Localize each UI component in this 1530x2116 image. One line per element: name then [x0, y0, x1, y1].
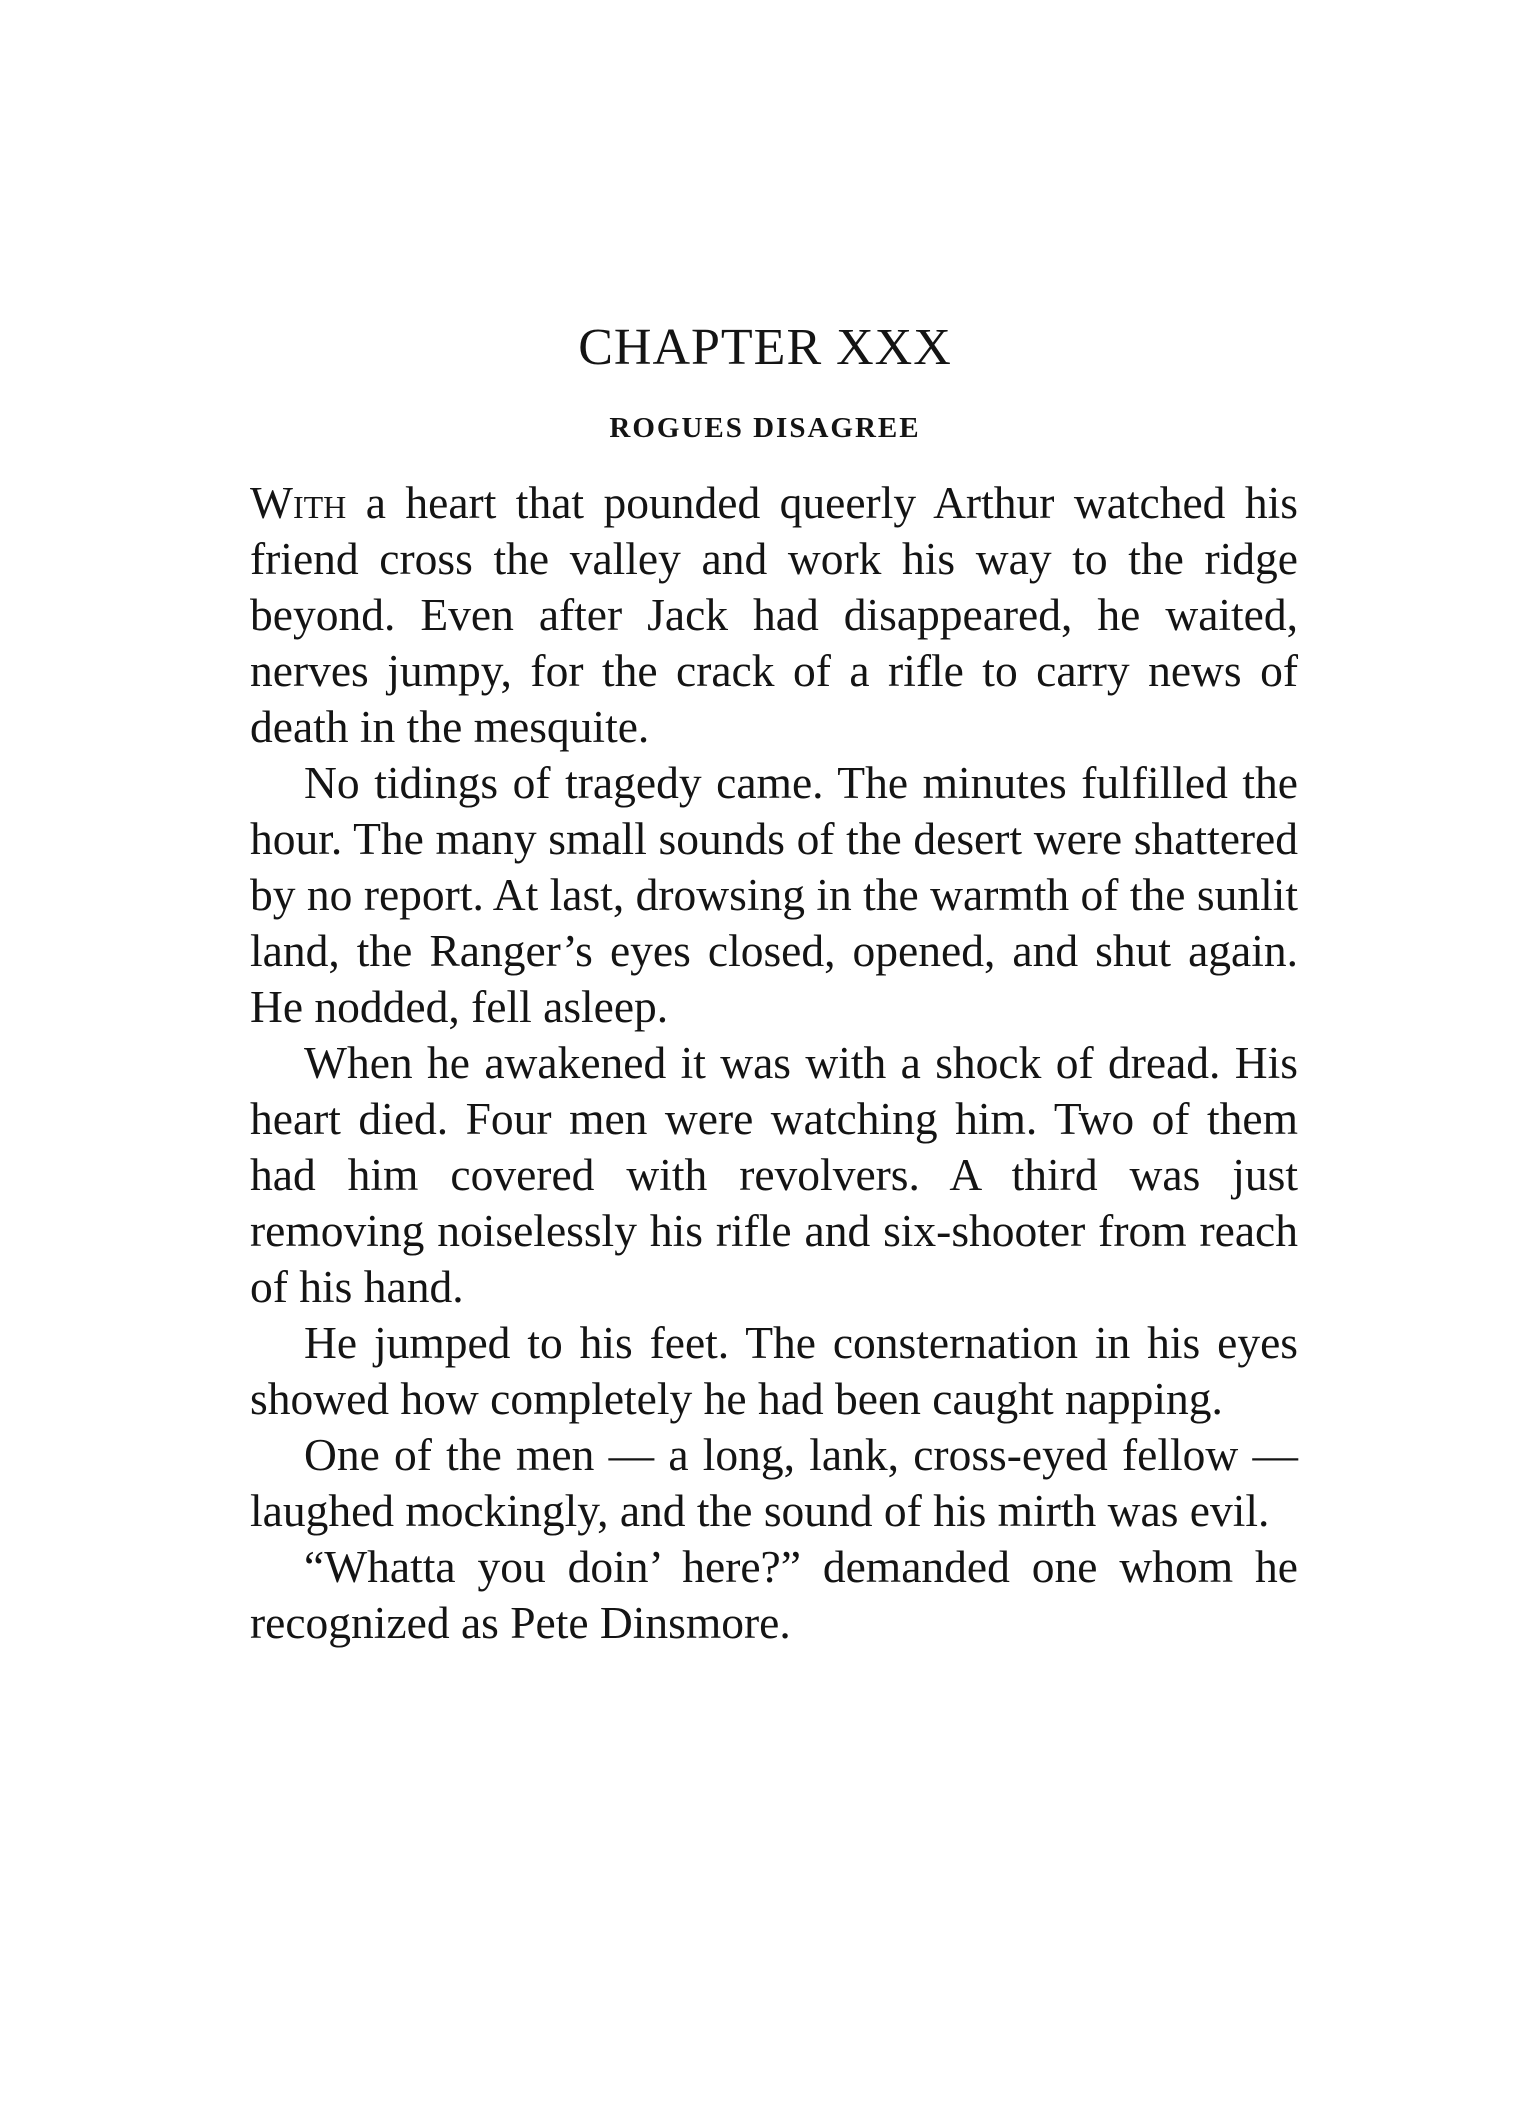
drop-lead-word: With	[250, 477, 347, 528]
paragraph-2: No tidings of tragedy came. The minutes fulfilled the hour. The many small sounds of the desert were shattered by no report. At last, drowsing in the warmth of the sunlit land, the Ranger’s eyes closed, opened, and shut again. He nodded, fell asleep.	[250, 757, 1298, 1032]
paragraph-1	[250, 475, 1298, 755]
paragraph-6: “Whatta you doin’ here?” demanded one whom he recognized as Pete Dinsmore.	[250, 1541, 1298, 1648]
paragraph-5: One of the men — a long, lank, cross-eyed fellow — laughed mockingly, and the sound of his mirth was evil.	[250, 1429, 1298, 1536]
paragraph-3: When he awakened it was with a shock of dread. His heart died. Four men were watching him. Two of them had him covered with revolvers. A third was just removing noiselessly his rifle and six-shooter from reach of his hand.	[250, 1037, 1298, 1312]
chapter-number: CHAPTER XXX	[578, 319, 952, 376]
paragraph-1-text: a heart that pounded queerly Arthur watched his friend cross the valley and work his way to the ridge beyond. Even after Jack had disappeared, he waited, nerves jumpy, for the crack of a rifle to carry news of death in the mesquite.	[250, 477, 1298, 752]
chapter-body	[250, 475, 1298, 1651]
paragraph-4: He jumped to his feet. The consternation in his eyes showed how completely he had been caught napping.	[250, 1317, 1298, 1424]
chapter-title: ROGUES DISAGREE	[609, 412, 921, 444]
